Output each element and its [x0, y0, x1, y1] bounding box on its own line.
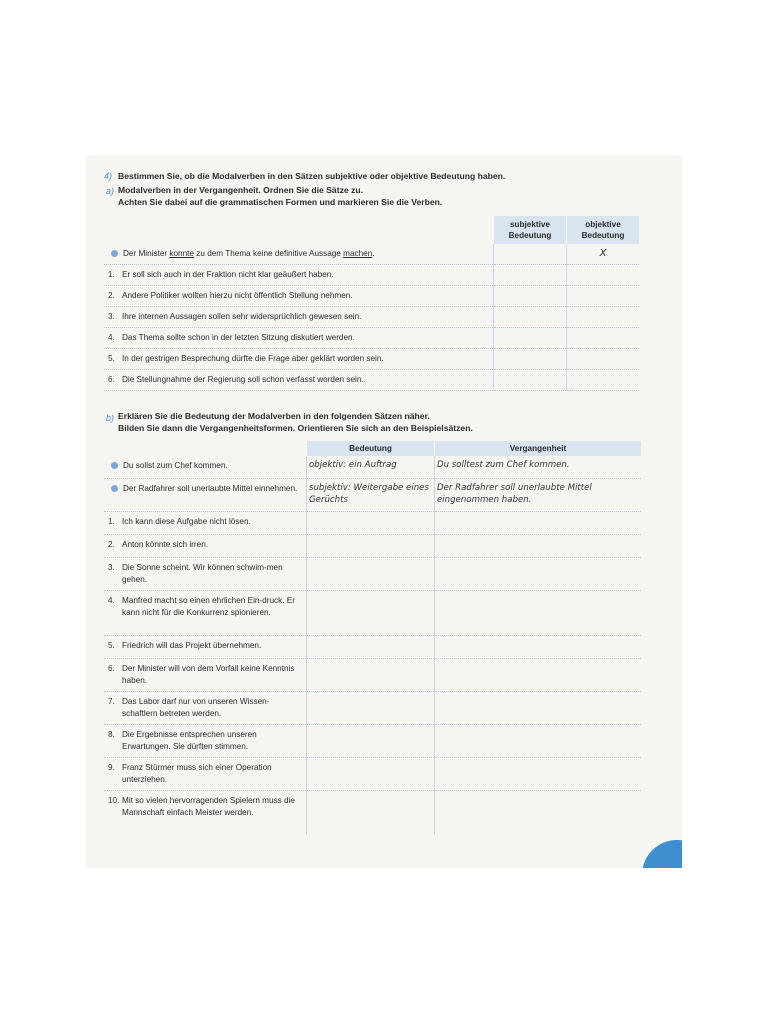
example-sentence: Der Minister konnte zu dem Thema keine definitive Aussage machen. — [104, 244, 494, 265]
row-number: 7. — [108, 697, 115, 706]
sentence-text: Das Labor darf nur von unseren Wissen-schaftlern betreten werden. — [122, 697, 270, 718]
bedeutung-cell[interactable] — [307, 558, 435, 591]
table-row — [104, 692, 641, 725]
vergangenheit-cell[interactable] — [435, 591, 642, 636]
vergangenheit-cell[interactable] — [435, 535, 642, 558]
part-b-letter: b) — [106, 413, 115, 423]
part-b-table — [104, 441, 641, 835]
subjektiv-answer-cell[interactable] — [494, 307, 567, 328]
row-number: 10. — [108, 796, 120, 805]
header-blank — [104, 441, 307, 456]
row-number: 6. — [108, 375, 115, 384]
part-a-table — [104, 216, 639, 391]
table-row-example — [104, 244, 639, 265]
task-number: 4) — [104, 171, 113, 181]
sentence-text: Der Minister will von dem Vorfall keine Kenntnis haben. — [122, 664, 295, 685]
sentence-text: Andere Politiker wollten hierzu nicht öffentlich Stellung nehmen. — [122, 291, 353, 300]
sentence-text: Friedrich will das Projekt übernehmen. — [122, 641, 262, 650]
table-row-example — [104, 479, 641, 512]
bedeutung-cell[interactable] — [307, 591, 435, 636]
table-row — [104, 725, 641, 758]
bedeutung-cell[interactable] — [307, 659, 435, 692]
objektiv-answer-cell[interactable] — [567, 349, 640, 370]
part-b-header-row — [104, 441, 641, 456]
header-blank — [104, 216, 494, 244]
table-row — [104, 307, 639, 328]
objektiv-answer-cell[interactable] — [567, 265, 640, 286]
sentence-text: Er soll sich auch in der Fraktion nicht klar geäußert haben. — [122, 270, 334, 279]
bedeutung-cell[interactable]: objektiv: ein Auftrag — [307, 456, 435, 479]
vergangenheit-cell[interactable] — [435, 512, 642, 535]
table-row — [104, 370, 639, 391]
row-number: 4. — [108, 596, 115, 605]
part-a-letter: a) — [106, 186, 115, 196]
task-instruction: Bestimmen Sie, ob die Modalverben in den Sätzen subjektive oder objektive Bedeutung haben. — [118, 171, 506, 181]
bedeutung-cell[interactable] — [307, 758, 435, 791]
table-row-example — [104, 456, 641, 479]
table-row — [104, 328, 639, 349]
sentence-text: Die Stellungnahme der Regierung soll schon verfasst worden sein. — [122, 375, 364, 384]
row-number: 5. — [108, 354, 115, 363]
table-row — [104, 791, 641, 836]
row-number: 1. — [108, 517, 115, 526]
row-number: 6. — [108, 664, 115, 673]
sentence-text: Ihre internen Aussagen sollen sehr widersprüchlich gewesen sein. — [122, 312, 362, 321]
vergangenheit-cell[interactable] — [435, 692, 642, 725]
subjektiv-answer-cell[interactable] — [494, 244, 567, 265]
bullet-dot-icon — [111, 250, 118, 257]
table-row — [104, 758, 641, 791]
table-row — [104, 286, 639, 307]
vergangenheit-cell[interactable]: Du solltest zum Chef kommen. — [435, 456, 642, 479]
row-number: 4. — [108, 333, 115, 342]
vergangenheit-cell[interactable] — [435, 558, 642, 591]
vergangenheit-cell[interactable] — [435, 636, 642, 659]
bullet-dot-icon — [111, 462, 118, 469]
table-row — [104, 659, 641, 692]
row-number: 5. — [108, 641, 115, 650]
part-a-header-row — [104, 216, 639, 244]
sentence-text: Das Thema sollte schon in der letzten Sitzung diskutiert werden. — [122, 333, 355, 342]
bedeutung-cell[interactable] — [307, 636, 435, 659]
row-number: 3. — [108, 312, 115, 321]
page-corner-tab — [642, 840, 682, 868]
sentence-text: Die Ergebnisse entsprechen unseren Erwartungen. Sie dürften stimmen. — [122, 730, 257, 751]
sentence-text: In der gestrigen Besprechung dürfte die Frage aber geklärt worden sein. — [122, 354, 384, 363]
table-row — [104, 535, 641, 558]
underlined-verb: machen — [343, 249, 373, 258]
sentence-text: Manfred macht so einen ehrlichen Ein-druck. Er kann nicht für die Konkurrenz spionieren. — [122, 596, 295, 617]
bedeutung-cell[interactable] — [307, 692, 435, 725]
example-sentence: Der Radfahrer soll unerlaubte Mittel einnehmen. — [123, 484, 298, 493]
table-row — [104, 265, 639, 286]
vergangenheit-cell[interactable] — [435, 725, 642, 758]
example-sentence: Du sollst zum Chef kommen. — [123, 461, 228, 470]
subjektiv-answer-cell[interactable] — [494, 265, 567, 286]
part-b-heading-line2: Bilden Sie dann die Vergangenheitsformen. Orientieren Sie sich an den Beispielsätzen. — [118, 423, 473, 433]
vergangenheit-cell[interactable] — [435, 758, 642, 791]
objektiv-answer-cell[interactable] — [567, 307, 640, 328]
sentence-text: Anton könnte sich irren. — [122, 540, 209, 549]
subjektiv-answer-cell[interactable] — [494, 370, 567, 391]
bedeutung-cell[interactable] — [307, 791, 435, 836]
row-number: 3. — [108, 563, 115, 572]
part-a-heading-line2: Achten Sie dabei auf die grammatischen Formen und markieren Sie die Verben. — [118, 197, 443, 207]
vergangenheit-cell[interactable] — [435, 659, 642, 692]
sentence-text: Die Sonne scheint. Wir können schwim-men gehen. — [122, 563, 283, 584]
row-number: 8. — [108, 730, 115, 739]
objektiv-answer-cell[interactable]: X — [567, 244, 640, 265]
header-subjektiv: subjektive Bedeutung — [494, 216, 567, 244]
objektiv-answer-cell[interactable] — [567, 328, 640, 349]
bullet-dot-icon — [111, 485, 118, 492]
table-row — [104, 512, 641, 535]
vergangenheit-cell[interactable]: Der Radfahrer soll unerlaubte Mittel eingenommen haben. — [435, 479, 642, 512]
underlined-verb: konnte — [169, 249, 194, 258]
table-row — [104, 591, 641, 636]
part-a-heading-line1: Modalverben in der Vergangenheit. Ordnen Sie die Sätze zu. — [118, 185, 363, 195]
objektiv-answer-cell[interactable] — [567, 286, 640, 307]
subjektiv-answer-cell[interactable] — [494, 286, 567, 307]
sentence-text: Franz Stürmer muss sich einer Operation unterziehen. — [122, 763, 272, 784]
subjektiv-answer-cell[interactable] — [494, 328, 567, 349]
row-number: 9. — [108, 763, 115, 772]
row-number: 2. — [108, 540, 115, 549]
table-row — [104, 349, 639, 370]
header-vergangenheit: Vergangenheit — [435, 441, 642, 456]
table-row — [104, 636, 641, 659]
bedeutung-cell[interactable] — [307, 535, 435, 558]
workbook-page — [86, 155, 682, 868]
bedeutung-cell[interactable]: subjektiv: Weitergabe eines Gerüchts — [307, 479, 435, 512]
bedeutung-cell[interactable] — [307, 725, 435, 758]
bedeutung-cell[interactable] — [307, 512, 435, 535]
row-number: 2. — [108, 291, 115, 300]
vergangenheit-cell[interactable] — [435, 791, 642, 836]
sentence-text: Ich kann diese Aufgabe nicht lösen. — [122, 517, 251, 526]
part-b-heading-line1: Erklären Sie die Bedeutung der Modalverben in den folgenden Sätzen näher. — [118, 411, 430, 421]
sentence-text: Mit so vielen hervorragenden Spielern muss die Mannschaft einfach Meister werden. — [122, 796, 295, 817]
row-number: 1. — [108, 270, 115, 279]
table-row — [104, 558, 641, 591]
header-bedeutung: Bedeutung — [307, 441, 435, 456]
header-objektiv: objektive Bedeutung — [567, 216, 640, 244]
subjektiv-answer-cell[interactable] — [494, 349, 567, 370]
objektiv-answer-cell[interactable] — [567, 370, 640, 391]
